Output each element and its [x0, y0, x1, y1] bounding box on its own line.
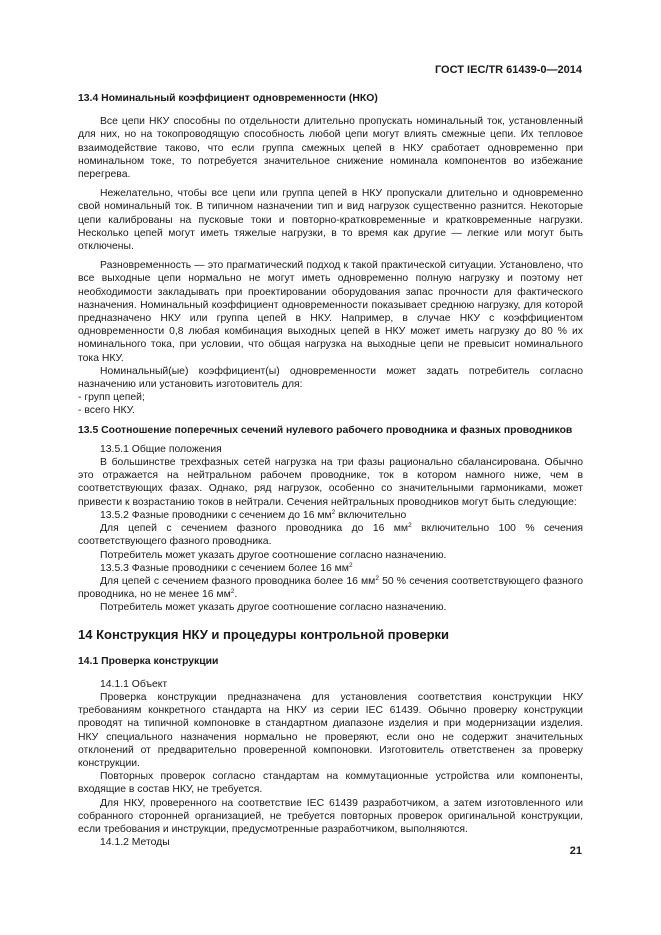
section-13-5-title: 13.5 Соотношение поперечных сечений нулевого рабочего проводника и фазных проводников: [78, 424, 573, 436]
paragraph: Проверка конструкции предназначена для установления соответствия конструкции НКУ требованиям конкретного стандарта на НКУ из серии IEC 61439. Обычно проверку конструкции проводят на типичной компоновке в стандартном диапазоне изделия и при модернизации изделия. НКУ специального назначения нормально не проверяют, если оно не содержит значительных отклонений от предварительно проверенной компоновки. Изготовитель ответственен за проверку конструкции.: [78, 691, 583, 769]
paragraph: Номинальный(ые) коэффициент(ы) одновременности может задать потребитель согласно назначению или установить изготовитель для:: [78, 365, 583, 391]
list-item: - групп цепей;: [78, 392, 145, 404]
section-14-1-title: 14.1 Проверка конструкции: [78, 655, 219, 667]
paragraph: Повторных проверок согласно стандартам на коммутационные устройства или компоненты, входящие в состав НКУ, не требуется.: [78, 771, 583, 796]
paragraph: Нежелательно, чтобы все цепи или группа цепей в НКУ пропускали длительно и одновременно свой номинальный ток. В типичном назначении тип и вид нагрузок существенно разнится. Некоторые цепи калиброваны на пусковые токи и повторно-кратковременные и кратковременные нагрузки. Несколько цепей могут иметь тяжелые нагрузки, в то время как другие — легкие или могут быть отключены.: [78, 188, 583, 253]
paragraph: Для НКУ, проверенного на соответствие IEC 61439 разработчиком, а затем изготовленного или собранного сторонней организацией, не требуется повторных проверок оригинальной конструкции, если требования и инструкции, предусмотренные разработчиком, выполняются.: [78, 797, 583, 835]
page-content: [78, 92, 583, 849]
subsection-title: 13.5.3 Фазные проводники с сечением более 16 $мм^2$: [100, 561, 353, 574]
paragraph: Разновременность — это прагматический подход к такой практической ситуации. Установлено, что все выходные цепи нормально не могут иметь одновременно полную нагрузку и поэтому нет необходимости закладывать при проектировании оборудования запас прочности для фактического назначения. Номинальный коэффициент одновременности показывает среднюю нагрузку, для которой предназначено НКУ или группа цепей в НКУ. Например, в случае НКУ с коэффициентом одновременности 0,8 любая комбинация выходных цепей в НКУ может иметь нагрузку до 80 % их номинального тока, при условии, что общая нагрузка на выходные цепи не превысит номинального тока НКУ.: [78, 260, 583, 364]
paragraph: Потребитель может указать другое соотношение согласно назначению.: [100, 549, 447, 561]
paragraph: Для цепей с сечением фазного проводника до 16 $мм^2$ включительно 100 % сечения соответствующего фазного проводника.: [78, 522, 583, 548]
paragraph: Потребитель может указать другое соотношение согласно назначению.: [100, 602, 447, 614]
subsection-title: 13.5.1 Общие положения: [100, 443, 222, 455]
section-14-title: 14 Конструкция НКУ и процедуры контрольной проверки: [78, 626, 450, 642]
subsection-title: 14.1.1 Объект: [100, 678, 168, 690]
section-13-4-title: 13.4 Номинальный коэффициент одновременности (НКО): [78, 93, 378, 104]
subsection-title: 14.1.2 Методы: [100, 837, 170, 849]
document-header: ГОСТ IEC/TR 61439-0—2014: [434, 64, 582, 76]
page-number: 21: [569, 845, 582, 857]
paragraph: Для цепей с сечением фазного проводника более 16 $мм^2$ 50 % сечения соответствующего фазного проводника, но не менее 16 $мм^2$.: [78, 574, 583, 601]
paragraph: Все цепи НКУ способны по отдельности длительно пропускать номинальный ток, установленный для них, но на токопроводящую способность любой цепи могут влиять смежные цепи. Их тепловое взаимодействие таково, что если группа смежных цепей в НКУ сработает одновременно при номинальном токе, то потребуется значительное снижение номинала компонентов во избежание перегрева.: [78, 116, 583, 181]
list-item: - всего НКУ.: [78, 405, 135, 417]
subsection-title: 13.5.2 Фазные проводники с сечением до 16 $мм^2$ включительно: [100, 508, 407, 521]
paragraph: В большинстве трехфазных сетей нагрузка на три фазы рационально сбалансирована. Обычно это отражается на нейтральном рабочем проводнике, ток в котором намного ниже, чем в соответствующих фазах. Однако, ряд нагрузок, особенно со значительными гармониками, может привести к возрастанию токов в нейтрали. Сечения нейтральных проводников могут быть следующие:: [78, 457, 583, 508]
